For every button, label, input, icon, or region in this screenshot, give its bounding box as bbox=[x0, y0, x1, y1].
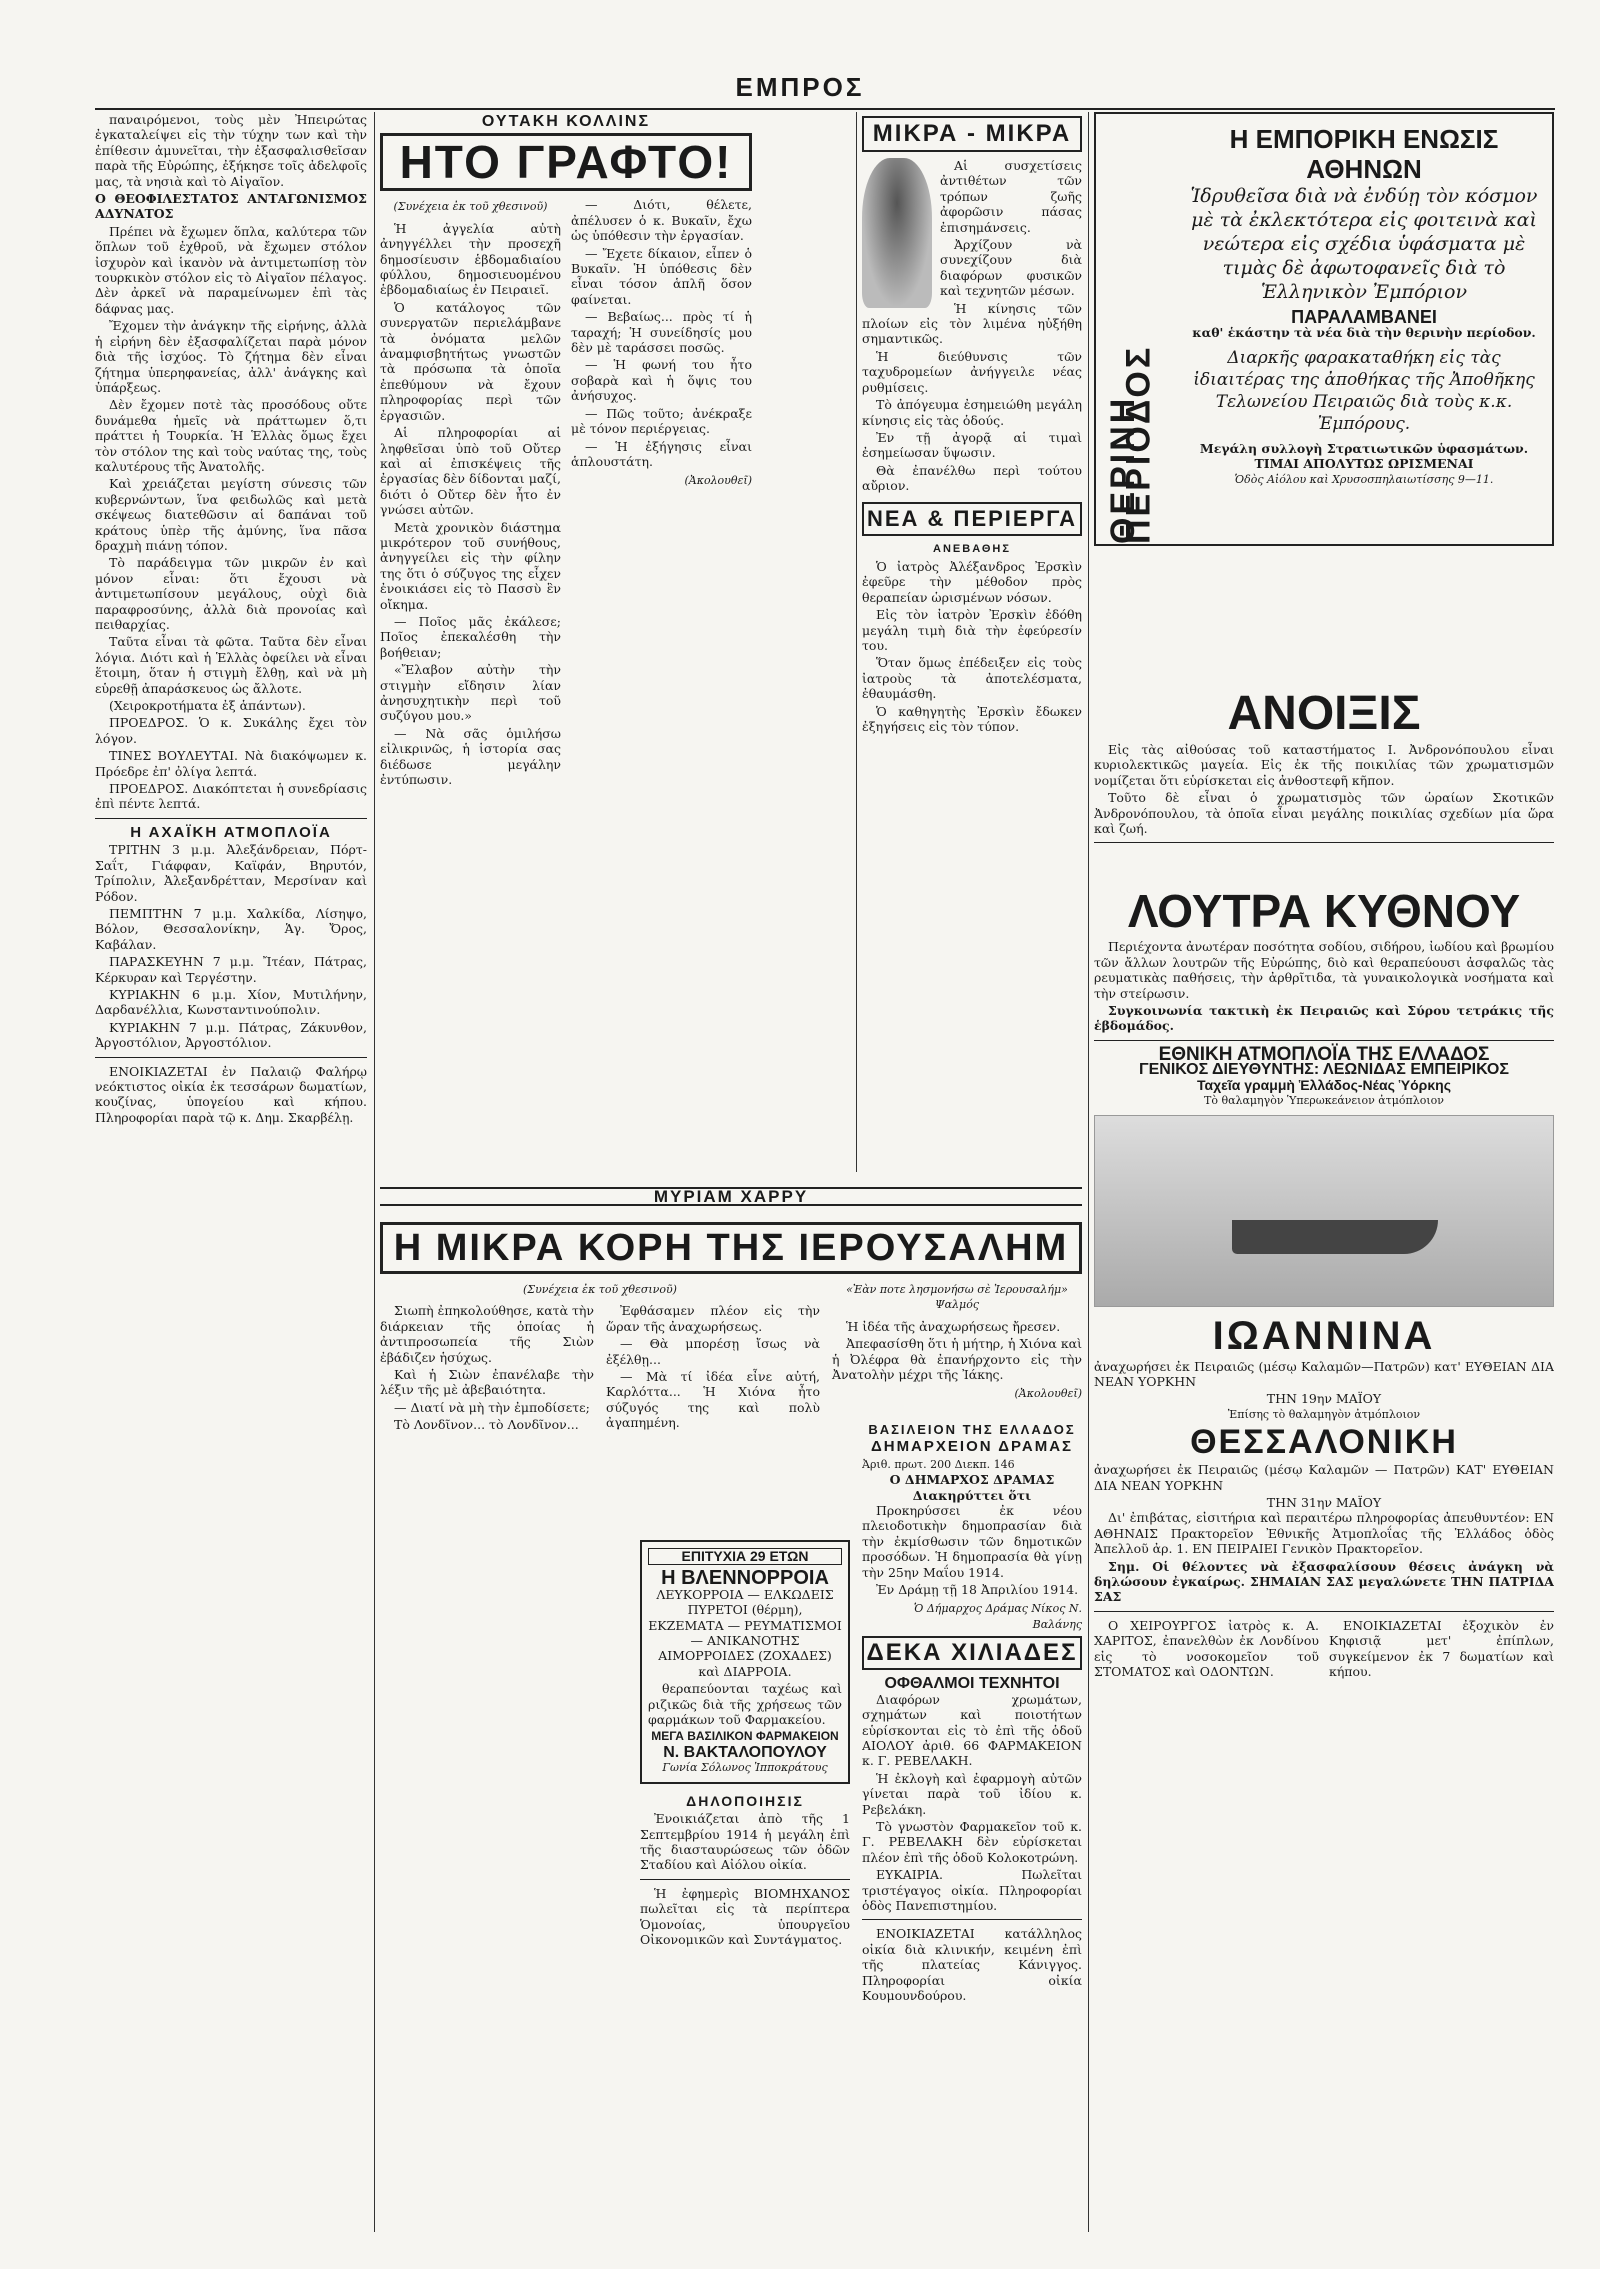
divider bbox=[1094, 842, 1554, 843]
union-ad bbox=[1094, 112, 1554, 546]
col1-paragraph: Πρέπει νὰ ἔχωμεν ὅπλα, καλύτερα τῶν ὅπλων τοῦ ἐχθροῦ, νὰ ἔχωμεν στόλον ἰσχυρὸν καὶ ἱκανὸν νὰ ἀντιμετωπίσῃ τὸν τουρκικὸν στόλον εἰς τὸ Αἰγαῖον πέλαγος. Δὲν ἀρκεῖ νὰ παραμείνωμεν ἐπὶ τὰς δάφνας μας. bbox=[95, 223, 367, 316]
column-rule bbox=[856, 112, 857, 1172]
ship1-name: ΙΩΑΝΝΙΝΑ bbox=[1212, 1313, 1436, 1358]
banner-paragraph: — Θὰ μπορέσῃ ἴσως νὰ ἐξέλθῃ... bbox=[606, 1336, 820, 1367]
column-4 bbox=[1094, 112, 1554, 2222]
banner-title: Η ΜΙΚΡΑ ΚΟΡΗ ΤΗΣ ΙΕΡΟΥΣΑΛΗΜ bbox=[380, 1222, 1082, 1274]
ship1-date: ΤΗΝ 19ην ΜΑΪΟΥ bbox=[1266, 1391, 1382, 1407]
mayor-heading: Ο ΔΗΜΑΡΧΟΣ ΔΡΑΜΑΣ Διακηρύττει ὅτι bbox=[889, 1472, 1055, 1503]
mikra-paragraph: Ἡ κίνησις τῶν πλοίων εἰς τὸν λιμένα ηὐξήθη σημαντικῶς. bbox=[862, 300, 1082, 347]
ship1-text: ἀναχωρήσει ἐκ Πειραιῶς (μέσῳ Καλαμῶν—Πατρῶν) κατ' ΕΥΘΕΙΑΝ ΔΙΑ ΝΕΑΝ ΥΟΡΚΗΝ bbox=[1094, 1358, 1554, 1389]
baths-text: Περιέχοντα ἀνωτέραν ποσότητα σοδίου, σιδήρου, ἰωδίου καὶ βρωμίου τῶν ἄλλων λουτρῶν τῆς Εὐρώπης, διὸ καὶ θεραπεύουσι ἀσφαλῶς τὰς ρευματικὰς παθήσεις, τὴν ἀρθρῖτιδα, τὰ γυναικολογικὰ νοσήματα καὶ τὴν στείρωσιν. bbox=[1094, 939, 1554, 1001]
union-title: Η ΕΜΠΟΡΙΚΗ ΕΝΩΣΙΣ ΑΘΗΝΩΝ bbox=[1229, 124, 1499, 184]
story-paragraph: Ὁ κατάλογος τῶν συνεργατῶν περιελάμβανε τὰ ὀνόματα μελῶν ἀναμφισβητήτως γνωστῶν τὰ πρόσωπα τὰ ὁποῖα ἐπεθύμουν νὰ ἔχουν πληροφορίας περὶ τῶν ἐργασιῶν. bbox=[380, 299, 561, 423]
steam-director: ΓΕΝΙΚΟΣ ΔΙΕΥΘΥΝΤΗΣ: ΛΕΩΝΙΔΑΣ ΕΜΠΕΙΡΙΚΟΣ bbox=[1139, 1061, 1509, 1079]
divider bbox=[862, 1919, 1082, 1920]
union-receives: ΠΑΡΑΛΑΜΒΑΝΕΙ bbox=[1291, 307, 1437, 327]
mikra-paragraph: Ἡ διεύθυνσις τῶν ταχυδρομείων ἀνήγγειλε νέας ρυθμίσεις. bbox=[862, 348, 1082, 395]
column-3-lower bbox=[862, 1420, 1082, 2240]
col1-paragraph: Καὶ χρειάζεται μεγίστη σύνεσις τῶν κυβερνώντων, ἵνα φειδωλῶς καὶ μετὰ σκέψεως διατεθῶσιν αἱ δαπάναι τοῦ κράτους ὑπὲρ τῆς ἀμύνης, ἵνα πᾶσα δραχμὴ πιάνῃ τόπον. bbox=[95, 476, 367, 553]
nea-sub: ΑΝΕΒΑΘΗΣ bbox=[933, 542, 1011, 555]
banner-continued: (Συνέχεια ἐκ τοῦ χθεσινοῦ) bbox=[523, 1283, 677, 1296]
steamship-illustration bbox=[1094, 1115, 1554, 1307]
col1-proedros: ΠΡΟΕΔΡΟΣ. Διακόπτεται ἡ συνεδρίασις ἐπὶ πέντε λεπτά. bbox=[95, 781, 367, 812]
steam-line: Ταχεῖα γραμμὴ Ἑλλάδος-Νέας Ὑόρκης bbox=[1197, 1076, 1451, 1093]
col1-paragraph: Δὲν ἔχομεν ποτὲ τὰς προσόδους οὔτε δυνάμεθα ἡμεῖς νὰ πράττωμεν ὅ,τι πράττει ἡ Τουρκία. Ἡ Ἑλλὰς ὅμως ἔχει τὸν στόλον της καὶ τοὺς ναύτας της, τοὺς καλυτέρους τῆς Ἀνατολῆς. bbox=[95, 397, 367, 474]
anoixis-text: Τοῦτο δὲ εἶναι ὁ χρωματισμὸς τῶν ὡραίων Σκοτικῶν Ἀνδρονόπουλου, τὰ ὁποῖα εἶναι μεγάλης ποικιλίας σχεδίων μία ὥρα καὶ ζωή. bbox=[1094, 790, 1554, 837]
nea-paragraph: Εἰς τὸν ἰατρὸν Ἐρσκὶν ἐδόθη μεγάλη τιμὴ διὰ τὴν ἐφεύρεσίν του. bbox=[862, 607, 1082, 653]
story-paragraph: — Ἔχετε δίκαιον, εἶπεν ὁ Βυκαῖν. Ἡ ὑπόθεσις δὲν εἶναι τόσον ἁπλῆ ὅσον φαίνεται. bbox=[571, 245, 752, 307]
story-paragraph: — Διότι, θέλετε, ἀπέλυσεν ὁ κ. Βυκαῖν, ἔχω ὡς ὑπόθεσιν τὴν ἐργασίαν. bbox=[571, 197, 752, 244]
anoixis-text: Εἰς τὰς αἰθούσας τοῦ καταστήματος Ι. Ἀνδρονόπουλου εἶναι κυριολεκτικῶς μαγεία. Εἰς ἐκ τῆς ποικιλίας τῶν χρωματισμῶν νομίζεται ὅτι εὑρίσκεται εἰς ἀνθοστεφῆ κῆπον. bbox=[1094, 742, 1554, 788]
ship-note: Σημ. Οἱ θέλοντες νὰ ἐξασφαλίσουν θέσεις ἀνάγκη νὰ δηλώσουν ἐγκαίρως. ΣΗΜΑΙΑΝ ΣΑΣ μεγαλώνετε ΤΗΝ ΠΑΤΡΙΔΑ ΣΑΣ bbox=[1094, 1558, 1554, 1605]
col1-intro: παναιρόμενοι, τοὺς μὲν Ἠπειρώτας ἐγκαταλείψει εἰς τὴν τύχην των καὶ τὴν ἐπίθεσιν ἀμυνεῖται, τὴν ἐξασφαλισθεῖσαν παρὰ τῆς Εὐρώπης, ἐξήκησε τοῖς ἀδελφοῖς μας, τὰ νησιὰ καὶ τὸ Αἰγαῖον. bbox=[95, 112, 367, 189]
season-label: ΘΕΡΙΝΗ ΠΕΡΙΟΔΟΣ bbox=[1104, 344, 1158, 544]
col3-rent: ΕΝΟΙΚΙΑΖΕΤΑΙ κατάλληλος οἰκία διὰ κλινικήν, κειμένη ἐπὶ τῆς πλατείας Κάνιγγος. Πληροφορίαι οἰκία Κουμουνδούρου. bbox=[862, 1926, 1082, 2003]
shipping-line: ΤΡΙΤΗΝ 3 μ.μ. Ἀλεξάνδρειαν, Πόρτ-Σαΐτ, Γιάφφαν, Καϊφάν, Βηρυτόν, Τρίπολιν, Ἀλεξανδρέτταν, Μερσίναν καὶ Ρόδον. bbox=[95, 842, 367, 904]
ad-address: Γωνία Σόλωνος Ἱπποκράτους bbox=[662, 1761, 828, 1775]
ship2-text: ἀναχωρήσει ἐκ Πειραιῶς (μέσῳ Καλαμῶν — Πατρῶν) ΚΑΤ' ΕΥΘΕΙΑΝ ΔΙΑ ΝΕΑΝ ΥΟΡΚΗΝ bbox=[1094, 1462, 1554, 1493]
col1-heading: Ο ΘΕΟΦΙΛΕΣΤΑΤΟΣ ΑΝΤΑΓΩΝΙΣΜΟΣ ΑΔΥΝΑΤΟΣ bbox=[95, 191, 367, 222]
nea-paragraph: Ὅταν ὅμως ἐπέδειξεν εἰς τοὺς ἰατροὺς τὰ ἀποτελέσματα, ἐθαυμάσθη. bbox=[862, 655, 1082, 702]
divider bbox=[1094, 1611, 1554, 1612]
union-body: Ἱδρυθεῖσα διὰ νὰ ἐνδύῃ τὸν κόσμον μὲ τὰ ἐκλεκτότερα εἰς φοιτεινὰ καὶ νεώτερα εἰς σχέδια ὑφάσματα μὲ τιμὰς δὲ ἀφωτοφανεῖς διὰ τὸ Ἑλληνικὸν Ἐμπόριον bbox=[1190, 185, 1538, 303]
nea-title: ΝΕΑ & ΠΕΡΙΕΡΓΑ bbox=[862, 502, 1082, 536]
banner-paragraph: — Μὰ τί ἰδέα εἶνε αὐτή, Καρλόττα... Ἡ Χιόνα ἦτο σύζυγός της καὶ πολὺ ἀγαπημένη. bbox=[606, 1369, 820, 1431]
shipping-title: Η ΑΧΑΪΚΗ ΑΤΜΟΠΛΟΪΑ bbox=[130, 823, 332, 841]
divider bbox=[640, 1879, 850, 1880]
ad-years: ΕΠΙΤΥΧΙΑ 29 ΕΤΩΝ bbox=[648, 1548, 842, 1565]
col1-paragraph: Τὸ παράδειγμα τῶν μικρῶν ἐν καὶ μόνον εἶναι: ὅτι ἔχουσι νὰ ἀντιμετωπίσουν μεγάλους, οὐχὶ διὰ παραφροσύνης, ἀλλὰ διὰ προνοίας καὶ πειθαρχίας. bbox=[95, 555, 367, 632]
story-paragraph: Αἱ πληροφορίαι αἱ ληφθεῖσαι ὑπὸ τοῦ Οὔτερ καὶ αἱ ἐπισκέψεις τῆς ἐργασίας δὲν δίδονται μαζί, διότι ὁ Οὔτερ δὲν ἦτο ἐν γνώσει αὐτῶν. bbox=[380, 425, 561, 518]
story-paragraph: Μετὰ χρονικὸν διάστημα μικρότερον τοῦ συνήθους, ἀνηγγείλει εἰς τὴν φίλην της ὅτι ὁ σύζυγος της εἶχεν ἐνοικιάσει εἰς τὸ Πασσὺ ἓν οἴκημα. bbox=[380, 519, 561, 612]
notice-date: Ἐν Δράμῃ τῇ 18 Ἀπριλίου 1914. bbox=[876, 1582, 1079, 1598]
ad-title: Η ΒΛΕΝΝΟΡΡΟΙΑ bbox=[661, 1567, 829, 1590]
col1-paragraph: Ταῦτα εἶναι τὰ φῶτα. Ταῦτα δὲν εἶναι λόγια. Διότι καὶ ἡ Ἑλλὰς ὀφείλει νὰ εἶναι ἕτοιμη, ὅταν ἡ στιγμὴ ἔλθῃ, καὶ νὰ μὴ εὑρεθῇ ἀπαράσκευος ὡς ἄλλοτε. bbox=[95, 634, 367, 696]
mikra-paragraph: Ἐν τῇ ἀγορᾷ αἱ τιμαὶ ἐσημείωσαν ὕψωσιν. bbox=[862, 429, 1082, 461]
story-paragraph: — Ποῖος μᾶς ἐκάλεσε; Ποῖος ἐπεκαλέσθη τὴν βοήθειαν; bbox=[380, 613, 561, 660]
eyes-text: Τὸ γνωστὸν Φαρμακεῖον τοῦ κ. Γ. ΡΕΒΕΛΑΚΗ δὲν εὑρίσκεται πλέον ἐπὶ τῆς ὁδοῦ Κολοκοτρώνη. bbox=[862, 1818, 1082, 1865]
kingdom: ΒΑΣΙΛΕΙΟΝ ΤΗΣ ΕΛΛΑΔΟΣ bbox=[868, 1422, 1076, 1437]
steam-line2: Τὸ θαλαμηγὸν Ὑπερωκεάνειον ἀτμόπλοιον bbox=[1204, 1094, 1444, 1108]
divider bbox=[95, 818, 367, 819]
banner-sig: (Ἀκολουθεῖ) bbox=[1014, 1387, 1082, 1401]
banner-author: ΜΥΡΙΑΜ ΧΑΡΡΥ bbox=[380, 1187, 1082, 1206]
surgeon-ad: Ο ΧΕΙΡΟΥΡΓΟΣ ἰατρὸς κ. Α. ΧΑΡΙΤΟΣ, ἐπανελθὼν ἐκ Λονδίνου εἰς τὸ νοσοκομεῖον τοῦ ΣΤΟΜΑΤΟΣ καὶ ΟΔΟΝΤΩΝ. bbox=[1094, 1617, 1319, 1679]
banner-paragraph: Ἐφθάσαμεν πλέον εἰς τὴν ὥραν τῆς ἀναχωρήσεως. bbox=[606, 1303, 820, 1334]
eyes-text: ΕΥΚΑΙΡΙΑ. Πωλεῖται τριστέγαγος οἰκία. Πληροφορίαι ὁδὸς Πανεπιστημίου. bbox=[862, 1867, 1082, 1913]
ship2-name: ΘΕΣΣΑΛΟΝΙΚΗ bbox=[1190, 1423, 1458, 1462]
ship2-date: ΤΗΝ 31ην ΜΑΪΟΥ bbox=[1266, 1494, 1382, 1510]
story-paragraph: «Ἔλαβον αὐτὴν τὴν στιγμὴν εἴδησιν λίαν ἀνησυχητικὴν περὶ τοῦ συζύγου μου.» bbox=[380, 662, 561, 724]
auction-text: Ἐνοικιάζεται ἀπὸ τῆς 1 Σεπτεμβρίου 1914 ἡ μεγάλη ἐπὶ τῆς διασταυρώσεως τῶν ὁδῶν Σταδίου καὶ Αἰόλου οἰκία. bbox=[640, 1811, 850, 1873]
banner-paragraph: Καὶ ἡ Σιὼν ἐπανέλαβε τὴν λέξιν τῆς μὲ ἀβεβαιότητα. bbox=[380, 1367, 594, 1398]
baths-text: Συγκοινωνία τακτικὴ ἐκ Πειραιῶς καὶ Σύρου τετράκις τῆς ἑβδομάδος. bbox=[1094, 1003, 1554, 1034]
eyes-sub: ΟΦΘΑΛΜΟΙ ΤΕΧΝΗΤΟΙ bbox=[884, 1675, 1060, 1693]
story-paragraph: Ἡ ἀγγελία αὐτὴ ἀνηγγέλλει τὴν προσεχῆ δημοσίευσιν ἑβδομαδιαίου φύλλου, δημοσιευομένου ἑβδομαδιαίως ἐν Πειραιεῖ. bbox=[380, 220, 561, 298]
column-rule bbox=[374, 112, 375, 2232]
baths-title: ΛΟΥΤΡΑ ΚΥΘΝΟΥ bbox=[1127, 885, 1521, 938]
shipping-line: ΚΥΡΙΑΚΗΝ 6 μ.μ. Χίον, Μυτιλήνην, Δαρδανέλλια, Κωνσταντινούπολιν. bbox=[95, 986, 367, 1018]
pharmacy-ad bbox=[640, 1540, 850, 2240]
story-paragraph: — Βεβαίως... πρὸς τί ἡ ταραχή; Ἡ συνείδησίς μου δὲν μὲ ταράσσει ποσῶς. bbox=[571, 309, 752, 356]
mikra-paragraph: Τὸ ἀπόγευμα ἐσημειώθη μεγάλη κίνησις εἰς τὰς ὁδούς. bbox=[862, 397, 1082, 428]
shipping-line: ΠΑΡΑΣΚΕΥΗΝ 7 μ.μ. Ἴτέαν, Πάτρας, Κέρκυραν καὶ Τεργέστην. bbox=[95, 954, 367, 985]
protocol: Ἀριθ. πρωτ. 200 Διεκπ. 146 bbox=[862, 1457, 1015, 1471]
eyes-text: Διαφόρων χρωμάτων, σχημάτων καὶ ποιοτήτων εὑρίσκονται εἰς τὸ ἐπὶ τῆς ὁδοῦ ΑΙΟΛΟΥ ἀριθ. 66 ΦΑΡΜΑΚΕΙΟΝ κ. Γ. ΡΕΒΕΛΑΚΗ. bbox=[862, 1691, 1082, 1769]
banner-paragraph: Ἡ ἰδέα τῆς ἀναχωρήσεως ἤρεσεν. bbox=[846, 1318, 1061, 1334]
anoixis-title: ΑΝΟΙΞΙΣ bbox=[1227, 687, 1421, 740]
col1-paragraph: Ἔχομεν τὴν ἀνάγκην τῆς εἰρήνης, ἀλλὰ ἡ εἰρήνη δὲν ἐξασφαλίζεται παρὰ μόνον διὰ τῆς ἰσχύος. Τὸ ζήτημα δὲν εἶναι ζήτημα ὑπερηφανείας, ἀλλ' ἀνάγκης καὶ ὑπάρξεως. bbox=[95, 318, 367, 395]
union-discount: Διαρκῆς φαρακαταθήκη εἰς τὰς ἰδιαιτέρας της ἀποθήκας τῆς Ἀποθῆκης Τελωνείου Πειραιῶς διὰ τοὺς κ.κ. Ἐμπόρους. bbox=[1193, 347, 1535, 434]
col1-proedros: ΠΡΟΕΔΡΟΣ. Ὁ κ. Συκάλης ἔχει τὸν λόγον. bbox=[95, 715, 367, 746]
banner-paragraph: — Διατί νὰ μὴ τὴν ἐμποδίσετε; bbox=[394, 1399, 590, 1415]
ship-info: Δι' ἐπιβάτας, εἰσιτήρια καὶ περαιτέρω πληροφορίας ἀπευθυντέον: ΕΝ ΑΘΗΝΑΙΣ Πρακτορεῖον Ἐθνικῆς Ἀτμοπλοΐας τῆς Ἑλλάδος ὁδὸς Ἀπελλοῦ ἀρ. 1. ΕΝ ΠΕΙΡΑΙΕΙ Γενικὸν Πρακτορεῖον. bbox=[1094, 1510, 1554, 1557]
column-rule bbox=[1088, 112, 1089, 2232]
steam-title: ΕΘΝΙΚΗ ΑΤΜΟΠΛΟΪΑ ΤΗΣ ΕΛΛΑΔΟΣ bbox=[1158, 1043, 1490, 1065]
notice-signer: Ὁ Δήμαρχος Δράμας Νίκος Ν. Βαλάνης bbox=[913, 1602, 1082, 1631]
ad-pharmacy: ΜΕΓΑ ΒΑΣΙΛΙΚΟΝ ΦΑΡΜΑΚΕΙΟΝ bbox=[651, 1729, 839, 1744]
divider bbox=[1094, 1040, 1554, 1041]
mikra-paragraph: Θὰ ἐπανέλθω περὶ τούτου αὔριον. bbox=[862, 462, 1082, 494]
union-address: Ὁδὸς Αἰόλου καὶ Χρυσοσπηλαιωτίσσης 9—11. bbox=[1234, 472, 1494, 486]
col1-tines: ΤΙΝΕΣ ΒΟΥΛΕΥΤΑΙ. Νὰ διακόψωμεν κ. Πρόεδρε ἐπ' ὀλίγα λεπτά. bbox=[95, 748, 367, 779]
col1-rent: ΕΝΟΙΚΙΑΖΕΤΑΙ ἐν Παλαιῷ Φαλήρῳ νεόκτιστος οἰκία ἐκ τεσσάρων δωματίων, κουζίνας, ὑπογείου καὶ κήπου. Πληροφορίαι παρὰ τῷ κ. Δημ. Σκαρβέλῃ. bbox=[95, 1063, 367, 1125]
union-prices: Μεγάλη συλλογὴ Στρατιωτικῶν ὑφασμάτων. ΤΙΜΑΙ ΑΠΟΛΥΤΩΣ ΩΡΙΣΜΕΝΑΙ bbox=[1199, 440, 1529, 472]
mikra-paragraph: Αἱ συσχετίσεις ἀντιθέτων τῶν τρόπων ζωῆς ἀφορῶσιν πάσας ἐπισημάνσεις. bbox=[940, 158, 1082, 235]
col1-closing: (Χειροκροτήματα ἐξ ἁπάντων). bbox=[109, 698, 306, 714]
story-continued: (Συνέχεια ἐκ τοῦ χθεσινοῦ) bbox=[393, 200, 548, 214]
masthead-rule bbox=[95, 108, 1555, 110]
story-title: ΗΤΟ ΓΡΑΦΤΟ! bbox=[380, 133, 752, 191]
union-receives-text: καθ' ἑκάστην τὰ νέα διὰ τὴν θερινὴν περίοδον. bbox=[1192, 325, 1536, 341]
mikra-paragraph: Ἀρχίζουν νὰ συνεχίζουν διὰ διαφόρων φυσικῶν καὶ τεχνητῶν μέσων. bbox=[940, 237, 1082, 299]
story-paragraph: — Ἡ ἐξήγησις εἶναι ἁπλουστάτη. bbox=[571, 438, 752, 469]
feather-illustration bbox=[862, 158, 932, 308]
ad-sub: ΛΕΥΚΟΡΡΟΙΑ — ΕΛΚΩΔΕΙΣ ΠΥΡΕΤΟΙ (θέρμη), ΕΚΖΕΜΑΤΑ — ΡΕΥΜΑΤΙΣΜΟΙ — ΑΝΙΚΑΝΟΤΗΣ ΑΙΜΟΡΡΟΙΔΕΣ (ΖΟΧΑΔΕΣ) καὶ ΔΙΑΡΡΟΙΑ. bbox=[648, 1586, 842, 1679]
column-3-top bbox=[862, 112, 1082, 1182]
nea-paragraph: Ὁ ἰατρὸς Ἀλέξανδρος Ἐρσκὶν ἐφεῦρε τὴν μέθοδον πρὸς θεραπείαν ὡρισμένων νόσων. bbox=[862, 558, 1082, 605]
column-2-story bbox=[380, 112, 752, 1182]
story-author: ΟΥΤΑΚΗ ΚΟΛΛΙΝΣ bbox=[481, 113, 651, 130]
masthead: ΕΜΠΡΟΣ bbox=[735, 72, 865, 102]
divider bbox=[95, 1057, 367, 1058]
biomichanos-note: Ἡ ἐφημερὶς ΒΙΟΜΗΧΑΝΟΣ πωλεῖται εἰς τὰ περίπτερα Ὁμονοίας, ὑπουργεῖου Οἰκονομικῶν καὶ Συντάγματος. bbox=[640, 1885, 850, 1947]
ad-body: θεραπεύονται ταχέως καὶ ριζικῶς διὰ τῆς χρήσεως τῶν φαρμάκων τοῦ Φαρμακείου. bbox=[648, 1681, 842, 1728]
shipping-line: ΠΕΜΠΤΗΝ 7 μ.μ. Χαλκίδα, Λίσηψο, Βόλον, Θεσσαλονίκην, Ἁγ. Ὄρος, Καβάλαν. bbox=[95, 905, 367, 952]
column-1 bbox=[95, 112, 367, 2222]
banner-epigraph: «Ἐὰν ποτε λησμονήσω σὲ Ἱερουσαλήμ» Ψαλμός bbox=[846, 1283, 1068, 1312]
story-sig: (Ἀκολουθεῖ) bbox=[684, 474, 752, 488]
ship1-also: Ἐπίσης τὸ θαλαμηγὸν ἀτμόπλοιον bbox=[1227, 1407, 1421, 1421]
story-paragraph: — Νὰ σᾶς ὁμιλήσω εἰλικρινῶς, ἡ ἱστορία σας διέδωσε μεγάλην ἐντύπωσιν. bbox=[380, 725, 561, 788]
story-paragraph: — Πῶς τοῦτο; ἀνέκραξε μὲ τόνον περιέργειας. bbox=[571, 405, 752, 437]
notice-text: Προκηρύσσει ἐκ νέου πλειοδοτικὴν δημοπρασίαν διὰ τὴν ἐκμίσθωσιν τῶν δημοτικῶν προσόδων. Ἡ δημοπρασία θὰ γίνῃ τὴν 25ην Μαΐου 1914. bbox=[862, 1503, 1082, 1580]
municipality: ΔΗΜΑΡΧΕΙΟΝ ΔΡΑΜΑΣ bbox=[870, 1438, 1074, 1456]
banner-paragraph: Τὸ Λονδῖνον... τὸ Λονδῖνον... bbox=[394, 1417, 579, 1433]
banner-paragraph: Ἀπεφασίσθη ὅτι ἡ μήτηρ, ἡ Χιόνα καὶ ἡ Ὀλέφρα θὰ ἐπανήρχοντο εἰς τὴν Ἀνατολὴν μέχρι τῆς Ἰάκης. bbox=[832, 1336, 1082, 1383]
story-paragraph: — Ἡ φωνή του ἦτο σοβαρὰ καὶ ἡ ὅψις του ἀνήσυχος. bbox=[571, 357, 752, 404]
banner-paragraph: Σιωπὴ ἐπηκολούθησε, κατὰ τὴν διάρκειαν τῆς ὁποίας ἡ ἀντιπροσωπεία τῆς Σιὼν ἐβάδιζεν ἡσύχως. bbox=[380, 1303, 594, 1365]
shipping-line: ΚΥΡΙΑΚΗΝ 7 μ.μ. Πάτρας, Ζάκυνθον, Ἀργοστόλιον, Ἀργοστόλιον. bbox=[95, 1019, 367, 1051]
auction-title: ΔΗΛΟΠΟΙΗΣΙΣ bbox=[686, 1792, 804, 1809]
nea-paragraph: Ὁ καθηγητὴς Ἐρσκὶν ἔδωκεν ἐξηγήσεις εἰς τὸν τύπον. bbox=[862, 703, 1082, 734]
ad-pharmacist: Ν. ΒΑΚΤΑΛΟΠΟΥΛΟΥ bbox=[663, 1743, 827, 1761]
col4-rent: ΕΝΟΙΚΙΑΖΕΤΑΙ ἐξοχικὸν ἐν Κηφισιᾷ μετ' ἐπίπλων, συγκείμενον ἐκ 7 δωματίων καὶ κήπου. bbox=[1329, 1617, 1554, 1679]
eyes-title: ΔΕΚΑ ΧΙΛΙΑΔΕΣ bbox=[862, 1636, 1082, 1670]
mikra-title: ΜΙΚΡΑ - ΜΙΚΡΑ bbox=[862, 116, 1082, 152]
eyes-text: Ἡ ἐκλογὴ καὶ ἐφαρμογὴ αὐτῶν γίνεται παρὰ τοῦ ἰδίου κ. Ρεβελάκη. bbox=[862, 1770, 1082, 1817]
